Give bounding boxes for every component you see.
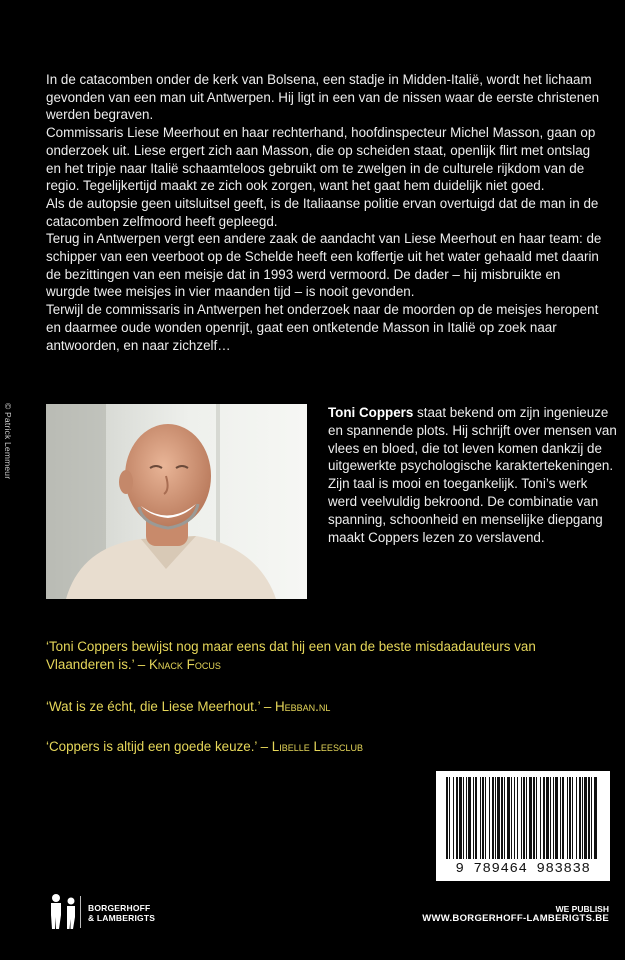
- barcode-bar: [546, 777, 549, 859]
- barcode-bar: [501, 777, 503, 859]
- review-quote: [46, 698, 606, 716]
- author-bio: [328, 404, 618, 546]
- barcode-bar: [482, 777, 484, 859]
- barcode-bar: [526, 777, 527, 859]
- barcode-bar: [468, 777, 471, 859]
- blurb-paragraph: Terwijl de commissaris in Antwerpen het onderzoek naar de moorden op de meisjes heropent en daarmee oude wonden openrijt, gaat een ontketende Masson in Italië op zoek naar antwoorden, en naar zichzelf…: [46, 302, 599, 353]
- publisher-name-line2: & LAMBERIGTS: [88, 912, 156, 923]
- quote-text: ‘Wat is ze écht, die Liese Meerhout.’ –: [46, 699, 275, 714]
- author-photo: [46, 404, 307, 599]
- publisher-name: [88, 904, 155, 923]
- publisher-tagline: WE PUBLISH: [555, 904, 609, 914]
- barcode-bar: [588, 777, 590, 859]
- logo-divider: [80, 896, 81, 928]
- barcode-bar: [521, 777, 522, 859]
- barcode-bar: [572, 777, 573, 859]
- barcode-bar: [473, 777, 474, 859]
- barcode-bar: [453, 777, 454, 859]
- quote-source: Hebban.nl: [275, 699, 331, 714]
- blurb-paragraph: Commissaris Liese Meerhout en haar rechterhand, hoofdinspecteur Michel Masson, gaan op onderzoek uit. Liese ergert zich aan Masson, die op scheiden staat, openlijk flirt met ontslag en het tripje naar Italië schaamteloos gebruikt om te zwelgen in de culturele rijkdom van de regio. Tegelijkertijd maakt ze zich ook zorgen, want het gaat hem duidelijk niet goed.: [46, 125, 596, 194]
- quote-text: ‘Coppers is altijd een goede keuze.’ –: [46, 739, 272, 754]
- barcode-bar: [582, 777, 583, 859]
- barcode-bar: [466, 777, 467, 859]
- photo-credit: © Patrick Lemmeur: [3, 403, 13, 480]
- barcode-bar: [475, 777, 477, 859]
- barcode-bar: [514, 777, 515, 859]
- barcode-bar: [550, 777, 551, 859]
- barcode-bar: [543, 777, 545, 859]
- blurb-paragraph: Terug in Antwerpen vergt een andere zaak de aandacht van Liese Meerhout en haar team: de schipper van een veerboot op de Schelde heeft een koffertje uit het water gehaald met daarin de bezittingen van een meisje dat in 1993 werd vermoord. De dader – hij misbruikte en wurgde twee meisjes in vier maanden tijd – is nooit gevonden.: [46, 231, 602, 300]
- barcode-bar: [555, 777, 558, 859]
- barcode-bar: [507, 777, 510, 859]
- barcode-bar: [562, 777, 564, 859]
- quote-text: ‘Toni Coppers bewijst nog maar eens dat hij een van de beste misdaadauteurs van Vlaanderen is.’ –: [46, 639, 536, 672]
- barcode-bar: [533, 777, 535, 859]
- blurb-paragraph: In de catacomben onder de kerk van Bolsena, een stadje in Midden-Italië, wordt het lichaam gevonden van een man uit Antwerpen. Hij ligt in een van de nissen waar de eerste christenen werden begraven.: [46, 72, 600, 123]
- barcode-bar: [579, 777, 581, 859]
- blurb: [46, 71, 604, 354]
- isbn-digits: 9 789464 983838: [455, 861, 591, 877]
- barcode-bar: [456, 777, 458, 859]
- barcode-bar: [463, 777, 464, 859]
- barcode-bar: [553, 777, 554, 859]
- barcode-bar: [569, 777, 571, 859]
- barcode-bar: [497, 777, 500, 859]
- barcode-bar: [446, 777, 448, 859]
- barcode-bar: [560, 777, 561, 859]
- barcode-bar: [584, 777, 587, 859]
- barcode-bar: [536, 777, 537, 859]
- barcode-bar: [489, 777, 490, 859]
- publisher-name-line1: BORGERHOFF: [88, 903, 151, 913]
- barcode-bar: [492, 777, 494, 859]
- author-name: Toni Coppers: [328, 405, 414, 420]
- barcode-bar: [576, 777, 577, 859]
- blurb-paragraph: Als de autopsie geen uitsluitsel geeft, is de Italiaanse politie ervan overtuigd dat de man in de catacomben zelfmoord heeft gepleegd.: [46, 195, 599, 229]
- publisher-info: [422, 904, 609, 924]
- barcode-bar: [459, 777, 462, 859]
- barcode-bar: [504, 777, 505, 859]
- author-portrait: [46, 404, 307, 599]
- review-quote: [46, 738, 606, 756]
- barcode-bar: [523, 777, 525, 859]
- barcode-bar: [511, 777, 512, 859]
- barcode-bar: [591, 777, 592, 859]
- barcode-bar: [529, 777, 532, 859]
- publisher-website: WWW.BORGERHOFF-LAMBERIGTS.BE: [422, 913, 609, 924]
- barcode-bar: [567, 777, 568, 859]
- barcode-bar: [449, 777, 450, 859]
- author-bio-text: staat bekend om zijn ingenieuze en spannende plots. Hij schrijft over mensen van vlees en bloed, die tot leven komen dankzij de uitgewerkte psychologische karaktertekeningen. Zijn taal is mooi en toegankelijk. Toni’s werk werd veelvuldig bekroond. De combinatie van spanning, schoonheid en menselijke diepgang maakt Coppers lezen zo verslavend.: [328, 405, 617, 545]
- quote-source: Knack Focus: [148, 656, 221, 672]
- barcode-bar: [540, 777, 541, 859]
- quote-source: Libelle Leesclub: [271, 739, 363, 754]
- barcode-bar: [495, 777, 496, 859]
- barcode-bar: [480, 777, 481, 859]
- barcode-bar: [517, 777, 518, 859]
- barcode-bar: [594, 777, 597, 859]
- review-quote: [46, 638, 606, 673]
- barcode-bar: [485, 777, 486, 859]
- isbn-barcode: [436, 771, 610, 881]
